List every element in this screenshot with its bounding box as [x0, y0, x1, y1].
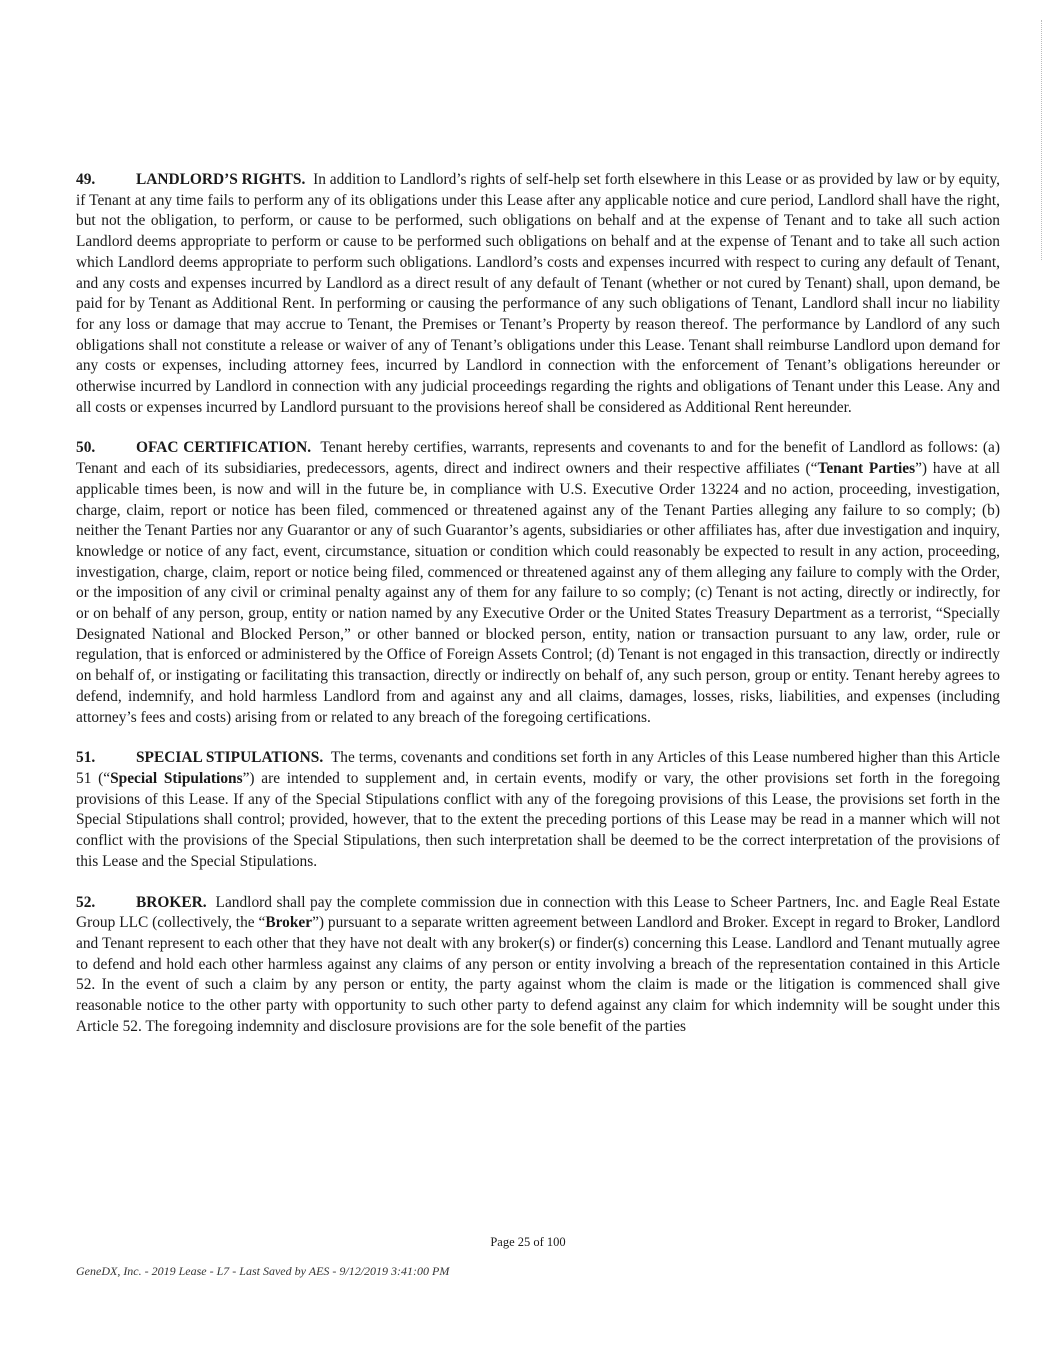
defined-term: Tenant Parties: [817, 460, 916, 478]
scan-margin-marks: [1039, 20, 1042, 260]
page-number: Page 25 of 100: [490, 1235, 566, 1249]
section-51: [76, 748, 1000, 872]
section-number: 49.: [76, 171, 96, 188]
section-49: [76, 170, 1000, 418]
section-text-continued: ”) are intended to supplement and, in certain events, modify or vary, the other provisions set forth in the foregoing provisions of this Lease. If any of the Special Stipulations conflict with any of the foregoing provisions of this Lease, the provisions set forth in the Special Stipulations shall control; provided, however, that to the extent the preceding portions of this Lease may be read in a manner which will not conflict with the provisions of the Special Stipulations, then such interpretation shall be deemed to be the correct interpretation of the provisions of this Lease and the Special Stipulations.: [76, 769, 1000, 870]
document-body: [76, 170, 1000, 1057]
section-text-continued: ”) have at all applicable times been, is now and will in the future be, in compliance with U.S. Executive Order 13224 and no action, proceeding, investigation, charge, claim, report or notice has been filed, commenced or threatened against any of the Tenant Parties alleging any failure to so comply; (b) neither the Tenant Parties nor any Guarantor or any of such Guarantor’s agents, subsidiaries or other affiliates has, after due investigation and inquiry, knowledge or notice of any fact, event, circumstance, situation or condition which could reasonably be expected to result in any action, proceeding, investigation, charge, claim, report or notice being filed, commenced or threatened against any of them alleging any failure to comply with the Order, or the imposition of any civil or criminal penalty against any of them for any failure to so comply; (c) Tenant is not acting, directly or indirectly, for or on behalf of any person, group, entity or nation named by any Executive Order or the United States Treasury Department as a terrorist, “Specially Designated National and Blocked Person,” or other banned or blocked person, entity, nation or transaction pursuant to any law, order, rule or regulation, that is enforced or administered by the Office of Foreign Assets Control; (d) Tenant is not engaged in this transaction, directly or indirectly on behalf of, or instigating or facilitating this transaction, directly or indirectly on behalf of, any such person, group or entity. Tenant hereby agrees to defend, indemnify, and hold harmless Landlord from and against any and all claims, damages, losses, risks, liabilities, and expenses (including attorney’s fees and costs) arising from or related to any breach of the foregoing certifications.: [76, 460, 1000, 726]
section-title: SPECIAL STIPULATIONS.: [136, 749, 324, 767]
section-text: In addition to Landlord’s rights of self-help set forth elsewhere in this Lease or as provided by law or by equity, if Tenant at any time fails to perform any of its obligations under this Lease after any applicable notice and cure period, Landlord shall have the right, but not the obligation, to perform, or cause to be performed, such obligations on behalf and at the expense of Tenant and to take all such action Landlord deems appropriate to perform or cause to be performed such obligations on behalf and at the expense of Tenant and to take all such action which Landlord deems appropriate to perform such obligations. Landlord’s costs and expenses incurred with respect to curing any default of Tenant, and any costs and expenses incurred by Landlord as a direct result of any default of Tenant (whether or not cured by Tenant) shall, upon demand, be paid for by Tenant as Additional Rent. In performing or causing the performance of any such obligations of Tenant, Landlord shall incur no liability for any loss or damage that may accrue to Tenant, the Premises or Tenant’s Property by reason thereof. The performance by Landlord of any such obligations shall not constitute a release or waiver of any of Tenant’s obligations under this Lease. Tenant shall reimburse Landlord upon demand for any costs or expenses, including attorney fees, incurred by Landlord in connection with the enforcement of Tenant’s obligations hereunder or otherwise incurred by Landlord in connection with any judicial proceedings regarding the rights and obligations of Tenant under this Lease. Any and all costs or expenses incurred by Landlord pursuant to the provisions hereof shall be considered as Additional Rent hereunder.: [76, 171, 1000, 416]
section-text: Tenant hereby certifies, warrants, represents and covenants to and for the benefit of Landlord as follows: (a) Tenant and each of its subsidiaries, predecessors, agents, direct and indirect owners and their respective affiliates (“: [76, 439, 1000, 478]
section-title: OFAC CERTIFICATION.: [136, 439, 312, 457]
section-52: [76, 893, 1000, 1038]
section-text: Landlord shall pay the complete commission due in connection with this Lease to Scheer Partners, Inc. and Eagle Real Estate Group LLC (collectively, the “: [76, 893, 1000, 932]
section-number: 52.: [76, 893, 96, 911]
section-title: LANDLORD’S RIGHTS.: [136, 171, 306, 188]
section-text-continued: ”) pursuant to a separate written agreement between Landlord and Broker. Except in regard to Broker, Landlord and Tenant represent to each other that they have not dealt with any broker(s) or finder(s) concerning this Lease. Landlord and Tenant mutually agree to defend and hold each other harmless against any claims of any person or entity involving a breach of the representation contained in this Article 52. In the event of such a claim by any person or entity, the party against whom the claim is made or the litigation is commenced shall give reasonable notice to the other party with opportunity to such other party to defend against any claim for which indemnity will be sought under this Article 52. The foregoing indemnity and disclosure provisions are for the sole benefit of the parties: [76, 914, 1000, 1035]
defined-term: Special Stipulations: [110, 769, 243, 787]
section-text: The terms, covenants and conditions set forth in any Articles of this Lease numbered higher than this Article 51 (“: [76, 749, 1000, 787]
section-title: BROKER.: [136, 893, 207, 911]
section-number: 50.: [76, 439, 96, 457]
section-number: 51.: [76, 749, 96, 767]
section-50: [76, 438, 1000, 728]
document-footer: GeneDX, Inc. - 2019 Lease - L7 - Last Saved by AES - 9/12/2019 3:41:00 PM: [76, 1264, 450, 1278]
defined-term: Broker: [265, 914, 313, 932]
